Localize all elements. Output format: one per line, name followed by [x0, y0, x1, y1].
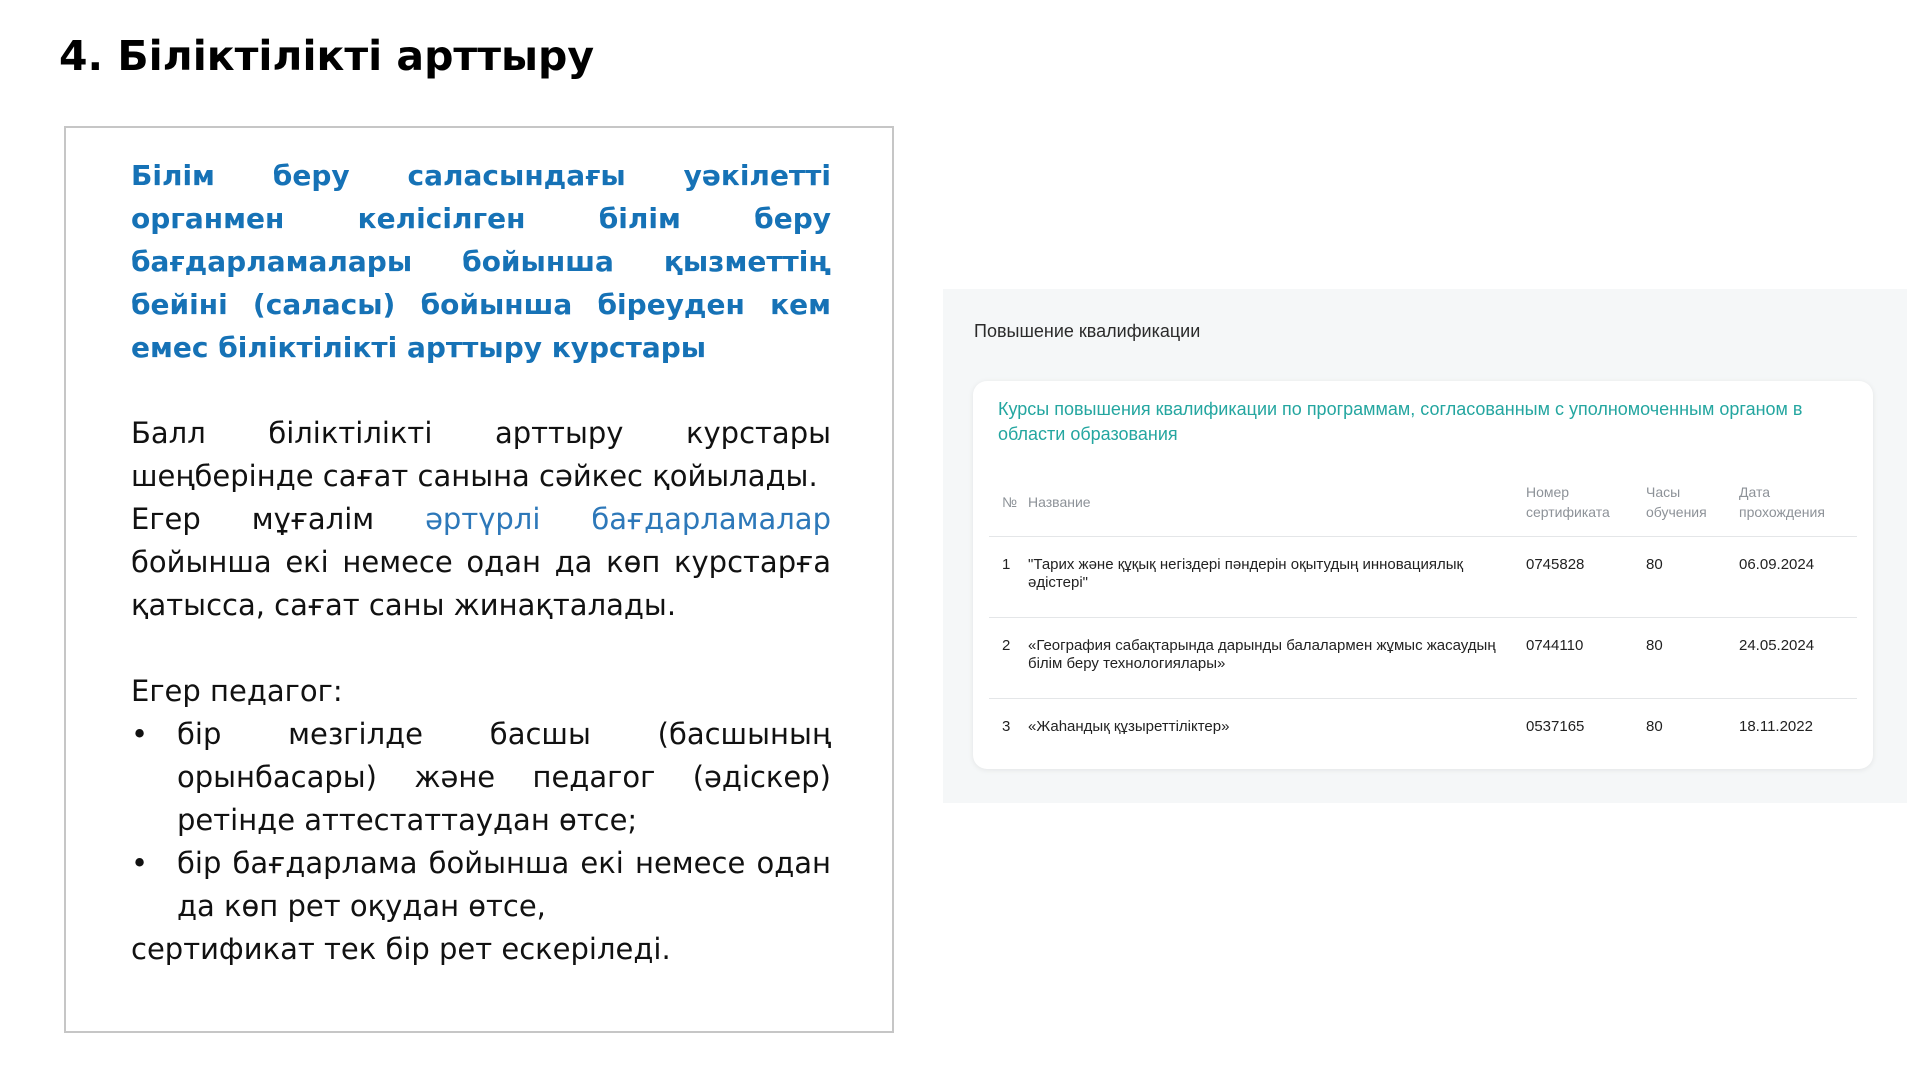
- header-name: Название: [1028, 494, 1091, 510]
- summation-text-end: бойынша екі немесе одан да көп курстарға қатысса, сағат саны жинақталады.: [131, 545, 831, 622]
- text-content: [131, 154, 831, 971]
- summation-paragraph: [131, 498, 831, 627]
- list-item-text: бір бағдарлама бойынша екі немесе одан да көп рет оқудан өтсе,: [177, 846, 831, 923]
- header-num: №: [1002, 494, 1018, 510]
- row-num: 2: [1002, 637, 1011, 654]
- row-date: 24.05.2024: [1739, 637, 1815, 654]
- bullet-icon: •: [131, 846, 149, 880]
- programs-link-text: әртүрлі бағдарламалар: [425, 502, 831, 536]
- spacer: [131, 369, 831, 412]
- lead-paragraph: Білім беру саласындағы уәкілетті органмен келісілген білім беру бағдарламалары бойынша қызметтің бейіні (саласы) бойынша біреуден кем емес біліктілікті арттыру курстары: [131, 159, 831, 364]
- row-name: «Жаһандық құзыреттіліктер»: [1028, 718, 1230, 735]
- condition-list: [131, 713, 831, 928]
- row-hours: 80: [1646, 556, 1663, 573]
- table-row: [989, 537, 1857, 618]
- list-item: [131, 842, 831, 928]
- row-cert: 0744110: [1526, 637, 1584, 654]
- row-name: «География сабақтарында дарынды балалармен жұмыс жасаудың білім беру технологиялары»: [1028, 637, 1496, 672]
- courses-card: [973, 381, 1873, 769]
- row-cert: 0745828: [1526, 556, 1585, 573]
- row-date: 18.11.2022: [1739, 718, 1813, 735]
- text-box: [64, 126, 894, 1033]
- row-date: 06.09.2024: [1739, 556, 1815, 573]
- row-hours: 80: [1646, 718, 1663, 735]
- condition-intro: Егер педагог:: [131, 674, 343, 708]
- table-header-row: [989, 466, 1857, 537]
- header-date: Дата прохождения: [1739, 484, 1825, 520]
- card-heading: Курсы повышения квалификации по программам, согласованным с уполномоченным органом в области образования: [998, 399, 1803, 444]
- bullet-icon: •: [131, 717, 149, 751]
- courses-table: [989, 466, 1857, 780]
- summation-text-start: Егер мұғалім: [131, 502, 426, 536]
- row-name: "Тарих және құқық негіздері пәндерін оқытудың инновациялық әдістері": [1028, 556, 1464, 591]
- slide-title: 4. Біліктілікті арттыру: [59, 32, 595, 80]
- row-cert: 0537165: [1526, 718, 1585, 735]
- list-item-text: бір мезгілде басшы (басшының орынбасары) және педагог (әдіскер) ретінде аттестаттаудан өтсе;: [177, 717, 831, 837]
- table-row: [989, 699, 1857, 780]
- row-num: 1: [1002, 556, 1011, 573]
- points-paragraph: Балл біліктілікті арттыру курстары шеңберінде сағат санына сәйкес қойылады.: [131, 416, 831, 493]
- row-hours: 80: [1646, 637, 1663, 654]
- conclusion-text: сертификат тек бір рет ескеріледі.: [131, 932, 671, 966]
- list-item: [131, 713, 831, 842]
- row-num: 3: [1002, 718, 1011, 735]
- header-cert: Номер сертификата: [1526, 484, 1610, 520]
- table-row: [989, 618, 1857, 699]
- qualification-panel-screenshot: [943, 289, 1907, 803]
- header-hours: Часы обучения: [1646, 484, 1707, 520]
- spacer: [131, 627, 831, 670]
- panel-title: Повышение квалификации: [974, 321, 1201, 341]
